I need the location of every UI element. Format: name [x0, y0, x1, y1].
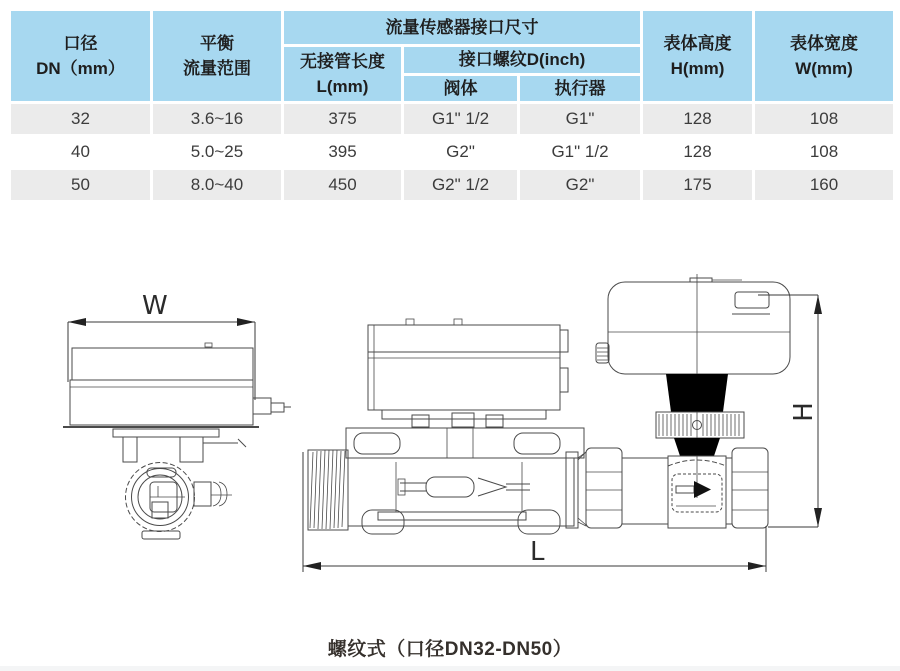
cell-length: 395	[283, 136, 403, 169]
right-view-valve-actuator	[578, 274, 822, 528]
cell-width: 160	[754, 169, 895, 202]
header-diameter-line2: DN（mm）	[36, 59, 125, 78]
header-width	[754, 10, 895, 103]
header-diameter	[10, 10, 152, 103]
dim-label-w: W	[142, 291, 168, 321]
header-valve-body: 阀体	[403, 74, 519, 103]
header-flow	[152, 10, 283, 103]
cell-height: 175	[642, 169, 754, 202]
cell-dn: 32	[10, 103, 152, 136]
header-sensor-group: 流量传感器接口尺寸	[283, 10, 642, 46]
header-height	[642, 10, 754, 103]
cell-width: 108	[754, 136, 895, 169]
header-diameter-line1: 口径	[63, 33, 98, 53]
cell-actuator: G2"	[519, 169, 642, 202]
header-flow-line1: 平衡	[200, 33, 234, 53]
table-row	[10, 136, 895, 169]
header-flow-line2: 流量范围	[183, 59, 251, 78]
cell-valve: G2" 1/2	[403, 169, 519, 202]
header-width-line2: W(mm)	[795, 59, 853, 78]
cell-actuator: G1" 1/2	[519, 136, 642, 169]
cell-flow: 3.6~16	[152, 103, 283, 136]
bottom-divider	[0, 666, 900, 671]
spec-table	[8, 8, 896, 203]
cell-width: 108	[754, 103, 895, 136]
header-length-line2: L(mm)	[316, 77, 369, 96]
cell-valve: G1" 1/2	[403, 103, 519, 136]
technical-drawing	[0, 270, 900, 600]
cell-valve: G2"	[403, 136, 519, 169]
cell-dn: 50	[10, 169, 152, 202]
cell-height: 128	[642, 103, 754, 136]
header-length-line1: 无接管长度	[300, 51, 385, 71]
cell-height: 128	[642, 136, 754, 169]
cell-dn: 40	[10, 136, 152, 169]
dim-label-l: L	[530, 537, 545, 567]
header-length	[283, 46, 403, 103]
header-height-line1: 表体高度	[663, 33, 732, 53]
table-row	[10, 169, 895, 202]
header-width-line1: 表体宽度	[790, 33, 858, 53]
header-actuator: 执行器	[519, 74, 642, 103]
cell-actuator: G1"	[519, 103, 642, 136]
header-height-line2: H(mm)	[670, 59, 725, 78]
left-view-meter-side	[63, 291, 291, 539]
header-thread-group: 接口螺纹D(inch)	[403, 46, 642, 75]
cell-length: 450	[283, 169, 403, 202]
cell-length: 375	[283, 103, 403, 136]
table-row	[10, 103, 895, 136]
cell-flow: 8.0~40	[152, 169, 283, 202]
cell-flow: 5.0~25	[152, 136, 283, 169]
figure-caption: 螺纹式（口径DN32-DN50）	[327, 639, 573, 660]
dim-label-h: H	[789, 402, 819, 422]
